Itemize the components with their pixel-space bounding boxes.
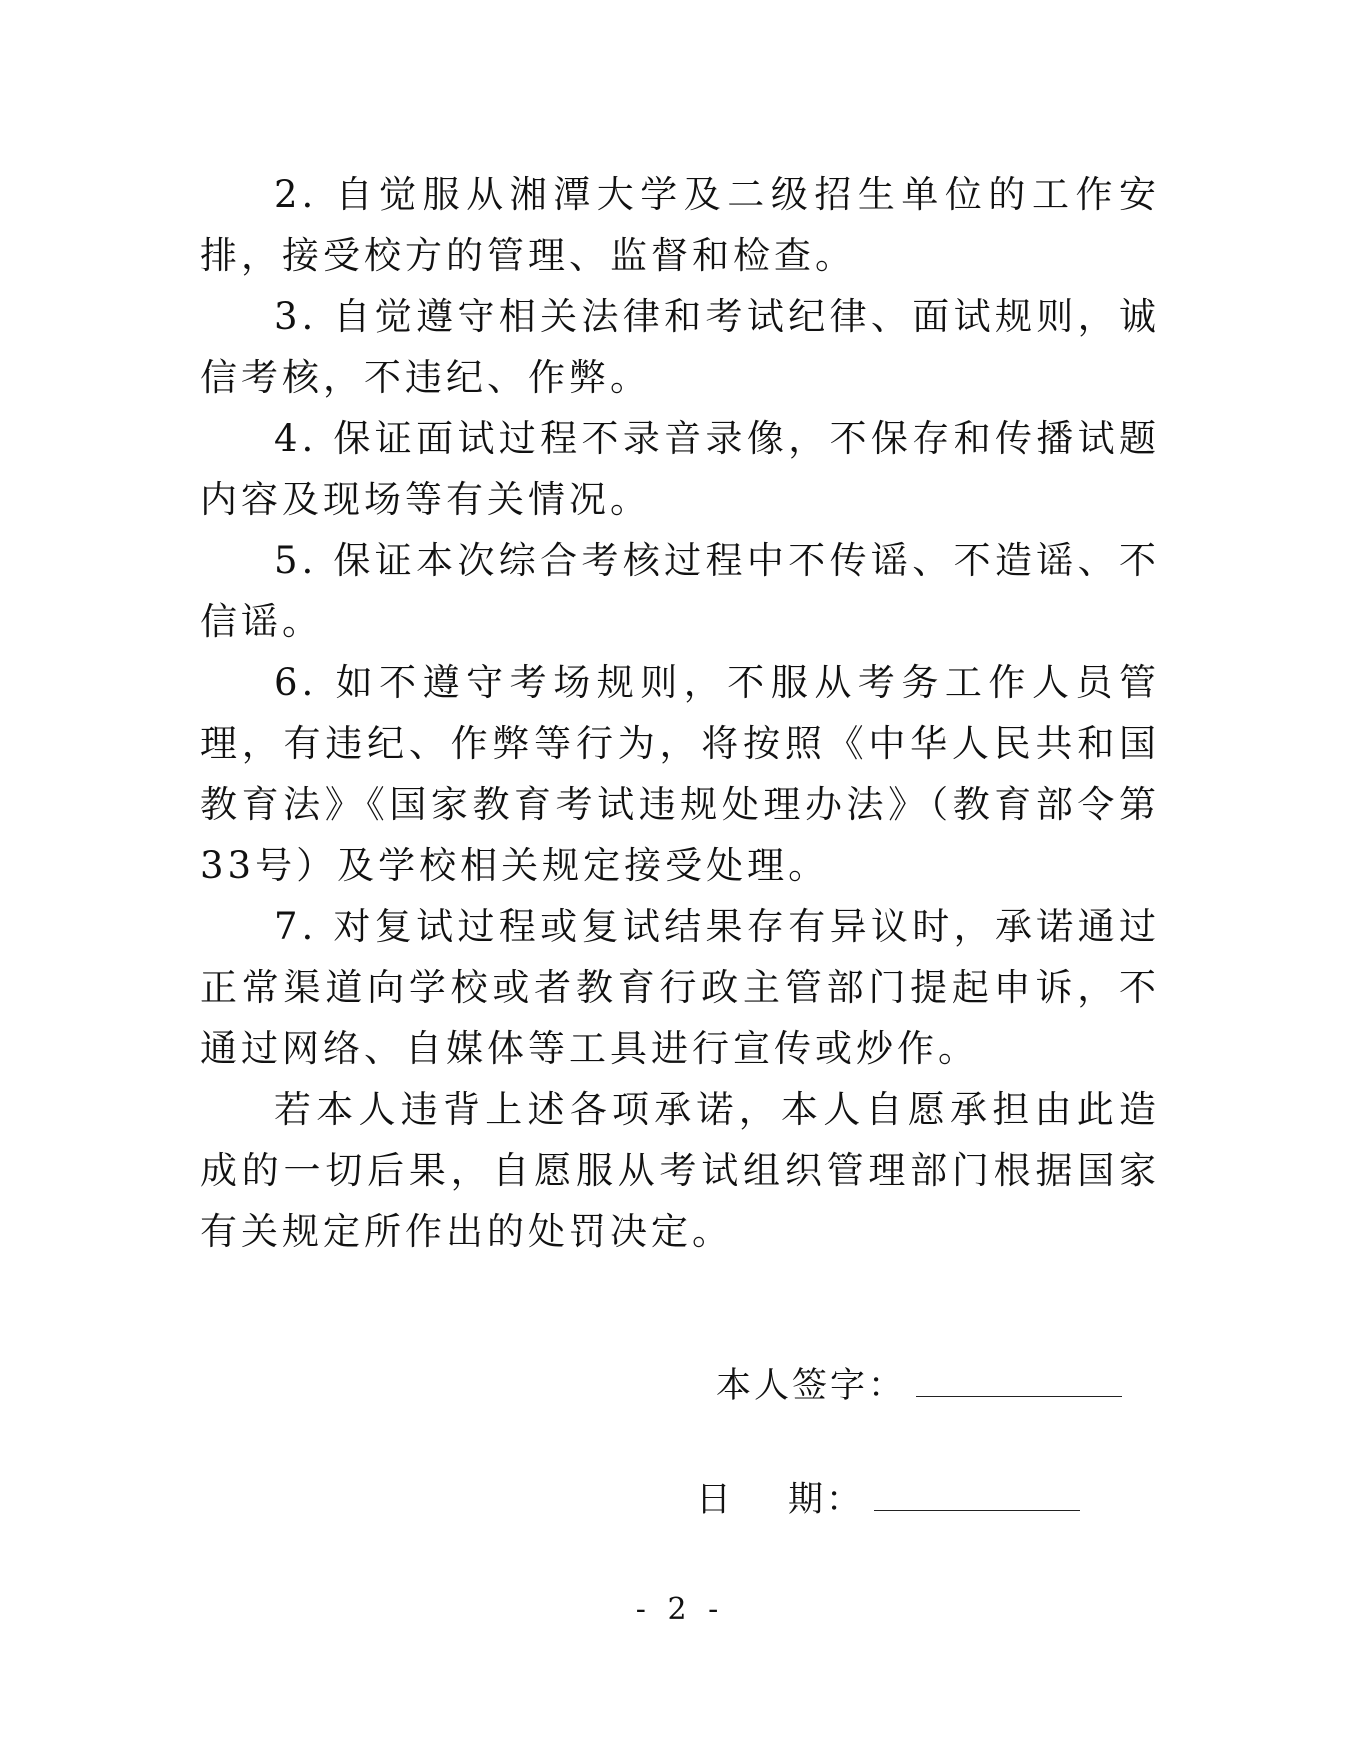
document-body (200, 164, 1160, 1262)
date-label-left: 日 (696, 1480, 735, 1520)
signature-row (716, 1362, 1122, 1408)
date-label-right: 期： (788, 1480, 865, 1520)
date-row (696, 1476, 1080, 1522)
page-number: - 2 - (635, 1592, 725, 1627)
commitment-item-6: 6. 如不遵守考场规则，不服从考务工作人员管理，有违纪、作弊等行为，将按照《中华人民共和国教育法》《国家教育考试违规处理办法》（教育部令第33号）及学校相关规定接受处理。 (200, 661, 1160, 887)
closing-statement: 若本人违背上述各项承诺，本人自愿承担由此造成的一切后果，自愿服从考试组织管理部门根据国家有关规定所作出的处罚决定。 (200, 1088, 1160, 1253)
signature-blank[interactable] (916, 1362, 1122, 1397)
commitment-item-2: 2. 自觉服从湘潭大学及二级招生单位的工作安排，接受校方的管理、监督和检查。 (200, 173, 1160, 277)
commitment-item-5: 5. 保证本次综合考核过程中不传谣、不造谣、不信谣。 (200, 539, 1160, 643)
commitment-item-7: 7. 对复试过程或复试结果存有异议时，承诺通过正常渠道向学校或者教育行政主管部门提起申诉，不通过网络、自媒体等工具进行宣传或炒作。 (200, 905, 1160, 1070)
commitment-item-4: 4. 保证面试过程不录音录像，不保存和传播试题内容及现场等有关情况。 (200, 417, 1160, 521)
date-blank[interactable] (874, 1476, 1080, 1511)
signature-label: 本人签字： (716, 1366, 907, 1406)
commitment-item-3: 3. 自觉遵守相关法律和考试纪律、面试规则，诚信考核，不违纪、作弊。 (200, 295, 1160, 399)
